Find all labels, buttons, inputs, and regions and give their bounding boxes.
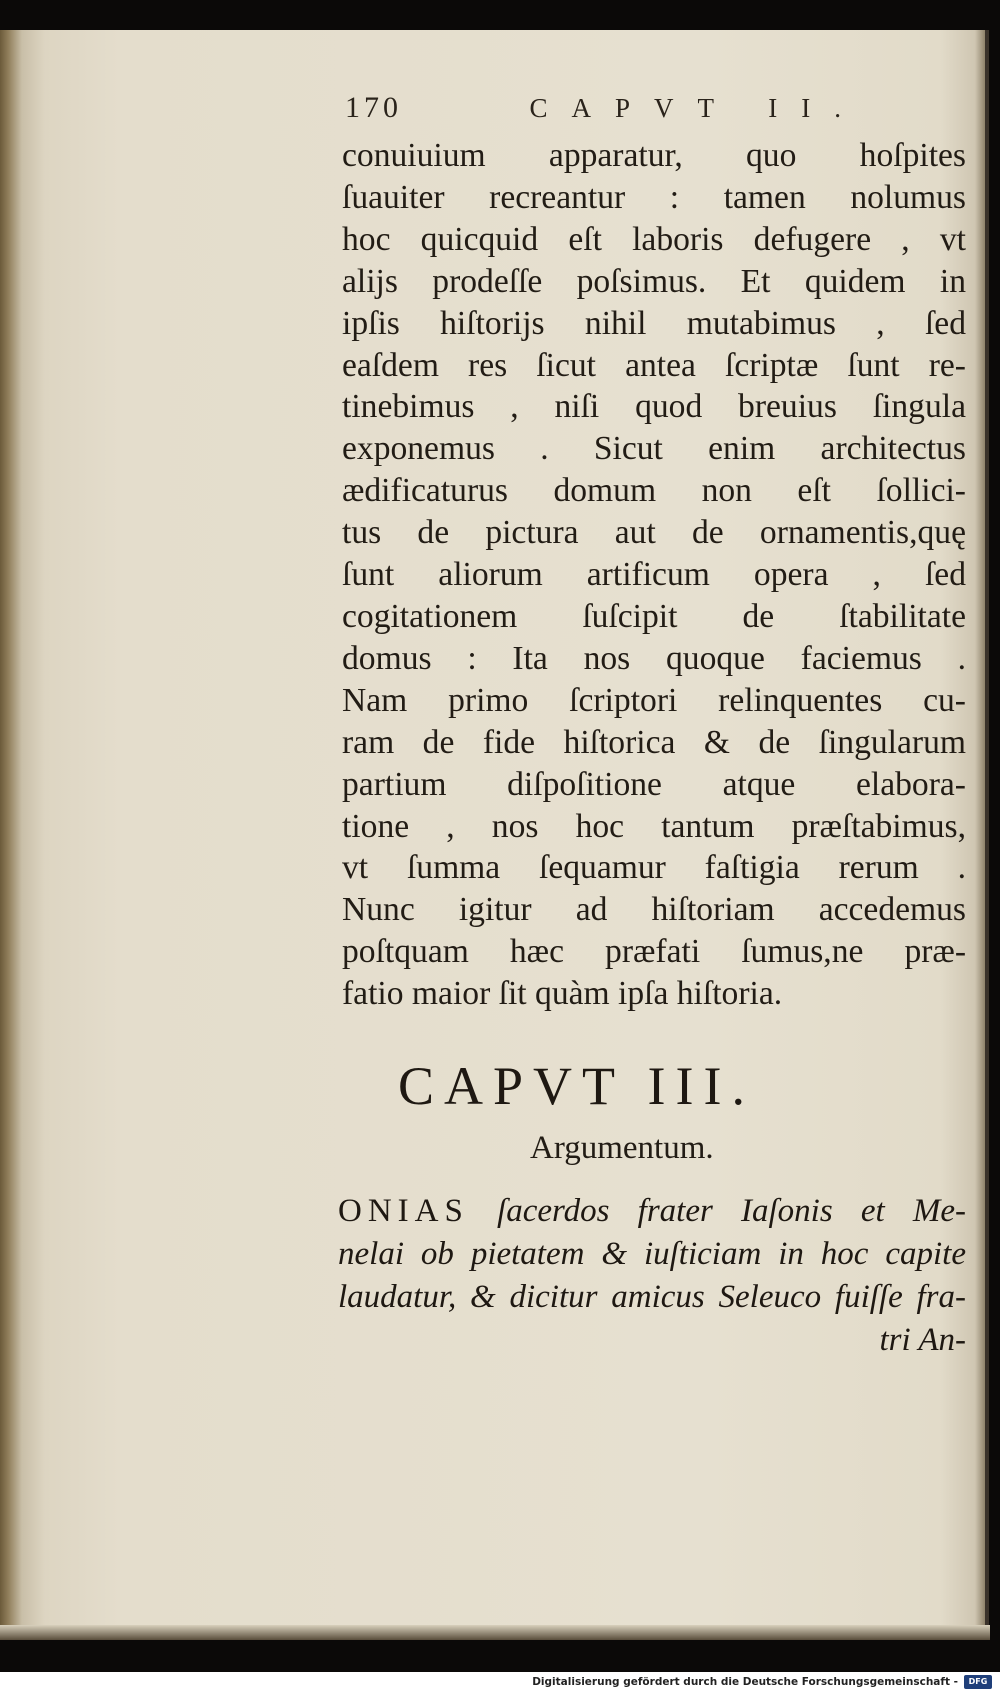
running-header bbox=[345, 88, 865, 128]
text-line: ſunt aliorum artificum opera , ſed bbox=[342, 556, 966, 594]
text-line: tus de pictura aut de ornamentis,quę bbox=[342, 514, 966, 552]
text-line: Nam primo ſcriptori relinquentes cu- bbox=[342, 681, 966, 719]
argumentum-subheading: Argumentum. bbox=[530, 1130, 714, 1166]
chapter-heading: CAPVT III. bbox=[398, 1056, 756, 1116]
text-line: vt ſumma ſequamur faſtigia rerum . bbox=[342, 849, 966, 887]
page-number: 170 bbox=[345, 91, 402, 124]
argument-line: nelai ob pietatem & iuſticiam in hoc capite bbox=[338, 1236, 966, 1272]
argument-text bbox=[338, 1190, 966, 1362]
argument-line-rest: ſacerdos frater Iaſonis et Me- bbox=[468, 1193, 966, 1229]
text-line: eaſdem res ſicut antea ſcriptæ ſunt re- bbox=[342, 346, 966, 384]
digitization-credit: Digitalisierung gefördert durch die Deutsche Forschungsgemeinschaft - bbox=[532, 1676, 958, 1688]
text-line: ipſis hiſtorijs nihil mutabimus , ſed bbox=[342, 304, 966, 342]
argument-catchword-line: tri An- bbox=[879, 1322, 966, 1358]
text-line: alijs prodeſſe poſsimus. Et quidem in bbox=[342, 262, 966, 300]
argument-line bbox=[338, 1190, 966, 1233]
text-line: fatio maior ſit quàm ipſa hiſtoria. bbox=[342, 975, 783, 1013]
text-line: hoc quicquid eſt laboris defugere , vt bbox=[342, 220, 966, 258]
text-line: ram de fide hiſtorica & de ſingularum bbox=[342, 723, 966, 761]
running-title: CAPVT II. bbox=[529, 92, 865, 123]
argument-initial-word: ONIAS bbox=[338, 1193, 469, 1229]
text-line: ædificaturus domum non eſt ſollici- bbox=[342, 472, 966, 510]
text-line: ſuauiter recreantur : tamen nolumus bbox=[342, 178, 966, 216]
text-line: tinebimus , niſi quod breuius ſingula bbox=[342, 388, 966, 426]
text-line: partium diſpoſitione atque elabora- bbox=[342, 765, 966, 803]
text-line: exponemus . Sicut enim architectus bbox=[342, 430, 966, 468]
body-text bbox=[342, 135, 966, 1015]
text-line: conuiuium apparatur, quo hoſpites bbox=[342, 137, 966, 174]
dfg-logo-icon: DFG bbox=[964, 1675, 992, 1689]
text-line: cogitationem ſuſcipit de ſtabilitate bbox=[342, 597, 966, 635]
text-line: poſtquam hæc præfati ſumus,ne præ- bbox=[342, 933, 966, 971]
text-line: domus : Ita nos quoque faciemus . bbox=[342, 639, 966, 677]
argument-line: laudatur, & dicitur amicus Seleuco fuiſſe fra- bbox=[338, 1279, 966, 1315]
page-bottom-edge bbox=[0, 1625, 990, 1640]
text-line: Nunc igitur ad hiſtoriam accedemus bbox=[342, 891, 966, 929]
text-line: tione , nos hoc tantum præſtabimus, bbox=[342, 807, 966, 845]
